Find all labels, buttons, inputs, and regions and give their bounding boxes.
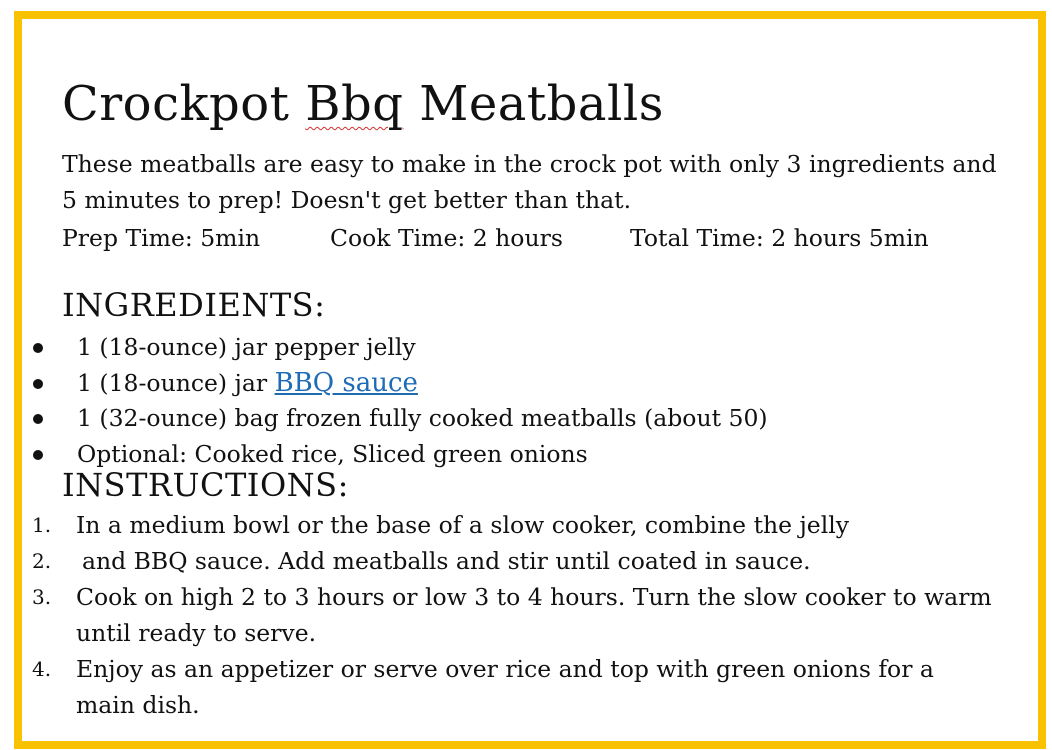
bullet-icon bbox=[33, 379, 43, 389]
ingredients-heading: INGREDIENTS: bbox=[62, 286, 326, 324]
bullet-icon bbox=[33, 414, 43, 424]
recipe-title bbox=[62, 76, 664, 132]
instructions-list bbox=[0, 507, 1002, 723]
ingredient-text bbox=[77, 366, 418, 402]
instruction-step bbox=[0, 651, 1002, 723]
step-number: 1. bbox=[32, 513, 52, 537]
prep-time: Prep Time: 5min bbox=[62, 224, 261, 252]
step-text: Enjoy as an appetizer or serve over rice and top with green onions for a main dish. bbox=[76, 655, 934, 719]
ingredient-text-prefix: 1 (18-ounce) jar bbox=[77, 368, 275, 397]
step-text: Cook on high 2 to 3 hours or low 3 to 4 hours. Turn the slow cooker to warm until ready to serve. bbox=[76, 583, 992, 647]
instruction-step bbox=[0, 543, 1002, 579]
step-number: 2. bbox=[32, 549, 52, 573]
step-number: 3. bbox=[32, 585, 52, 609]
title-part-3: Meatballs bbox=[403, 76, 664, 132]
instruction-step bbox=[0, 507, 1002, 543]
step-text: and BBQ sauce. Add meatballs and stir until coated in sauce. bbox=[82, 547, 811, 575]
ingredient-text: 1 (32-ounce) bag frozen fully cooked meatballs (about 50) bbox=[77, 404, 768, 432]
instructions-heading: INSTRUCTIONS: bbox=[62, 466, 349, 504]
bullet-icon bbox=[33, 450, 43, 460]
recipe-times bbox=[62, 220, 929, 256]
bbq-sauce-link[interactable]: BBQ sauce bbox=[274, 367, 418, 398]
ingredient-text: 1 (18-ounce) jar pepper jelly bbox=[77, 333, 416, 361]
bullet-icon bbox=[33, 343, 43, 353]
instruction-step bbox=[0, 579, 1002, 651]
step-number: 4. bbox=[32, 657, 52, 681]
total-time: Total Time: 2 hours 5min bbox=[630, 224, 929, 252]
step-text: In a medium bowl or the base of a slow cooker, combine the jelly bbox=[76, 511, 850, 539]
cook-time: Cook Time: 2 hours bbox=[330, 224, 563, 252]
recipe-description: These meatballs are easy to make in the crock pot with only 3 ingredients and 5 minutes to prep! Doesn't get better than that. bbox=[62, 150, 997, 214]
title-part-2-spellcheck: Bbq bbox=[305, 76, 404, 132]
title-part-1: Crockpot bbox=[62, 76, 306, 132]
ingredient-text: Optional: Cooked rice, Sliced green onions bbox=[77, 439, 588, 468]
